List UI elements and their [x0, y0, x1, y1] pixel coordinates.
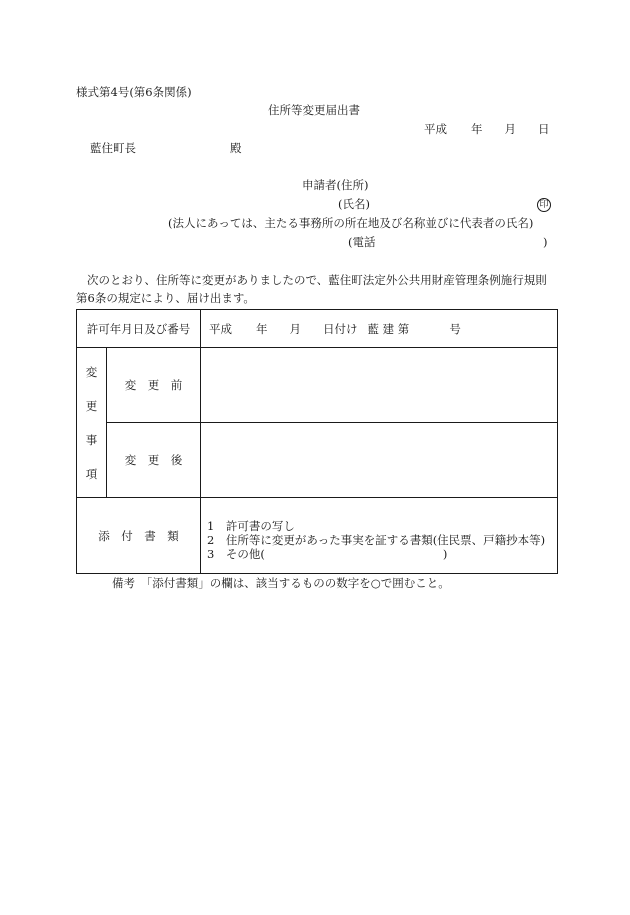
- date-line: [424, 124, 550, 136]
- document-title: 住所等変更届出書: [268, 103, 360, 117]
- attachments-label: 添 付 書 類: [98, 528, 179, 543]
- change-char-2: 更: [85, 398, 98, 413]
- date-year: 年: [471, 122, 483, 136]
- notification-table: [76, 309, 558, 574]
- date-month: 月: [504, 122, 516, 136]
- attachment-item-3-text: 3 その他(: [207, 546, 265, 561]
- change-char-3: 事: [85, 432, 98, 447]
- permit-label: 許可年月日及び番号: [86, 321, 191, 336]
- permit-label-cell: [77, 310, 201, 348]
- corporation-note: (法人にあっては、主たる事務所の所在地及び名称並びに代表者の氏名): [168, 216, 534, 230]
- form-number: 様式第4号(第6条関係): [76, 85, 192, 99]
- date-era: 平成: [424, 122, 447, 136]
- remarks-note: 備考 「添付書類」の欄は、該当するものの数字を○で囲むこと。: [112, 576, 450, 590]
- change-items-cell: [77, 348, 107, 498]
- before-value-cell[interactable]: [201, 348, 558, 423]
- phone-label: (電話: [348, 235, 376, 249]
- permit-value-cell: [201, 310, 558, 348]
- attachment-item-3: [207, 547, 557, 561]
- applicant-name-label: (氏名): [338, 197, 370, 211]
- date-day: 日: [538, 122, 550, 136]
- recipient-name: 藍住町長: [90, 141, 136, 155]
- attachment-item-3-close: ): [442, 546, 448, 561]
- after-label: 変 更 後: [124, 453, 183, 467]
- change-char-4: 項: [85, 466, 98, 481]
- permit-era: 平成: [209, 321, 232, 336]
- phone-close: ): [543, 235, 548, 249]
- permit-year: 年: [256, 321, 268, 336]
- before-label-cell: [107, 348, 201, 423]
- change-char-1: 変: [85, 364, 98, 379]
- permit-dated: 日付け: [323, 321, 358, 336]
- permit-number-suffix: 号: [449, 321, 461, 336]
- before-label: 変 更 前: [124, 378, 183, 392]
- body-text: 次のとおり、住所等に変更がありましたので、藍住町法定外公共用財産管理条例施行規則第6条の規定により、届け出ます。: [76, 273, 547, 305]
- recipient-honorific: 殿: [230, 141, 242, 155]
- after-label-cell: [107, 423, 201, 498]
- attachments-label-cell: [77, 498, 201, 574]
- permit-office: 藍 建 第: [367, 321, 410, 336]
- attachments-list: [201, 498, 558, 574]
- attachment-item-2: 2 住所等に変更があった事実を証する書類(住民票、戸籍抄本等): [207, 532, 546, 547]
- applicant-address-label: 申請者(住所): [302, 178, 369, 192]
- attachment-item-1: 1 許可書の写し: [207, 518, 295, 533]
- seal-mark: 印: [537, 198, 551, 212]
- after-value-cell[interactable]: [201, 423, 558, 498]
- permit-month: 月: [289, 321, 301, 336]
- change-items-label: [77, 364, 106, 482]
